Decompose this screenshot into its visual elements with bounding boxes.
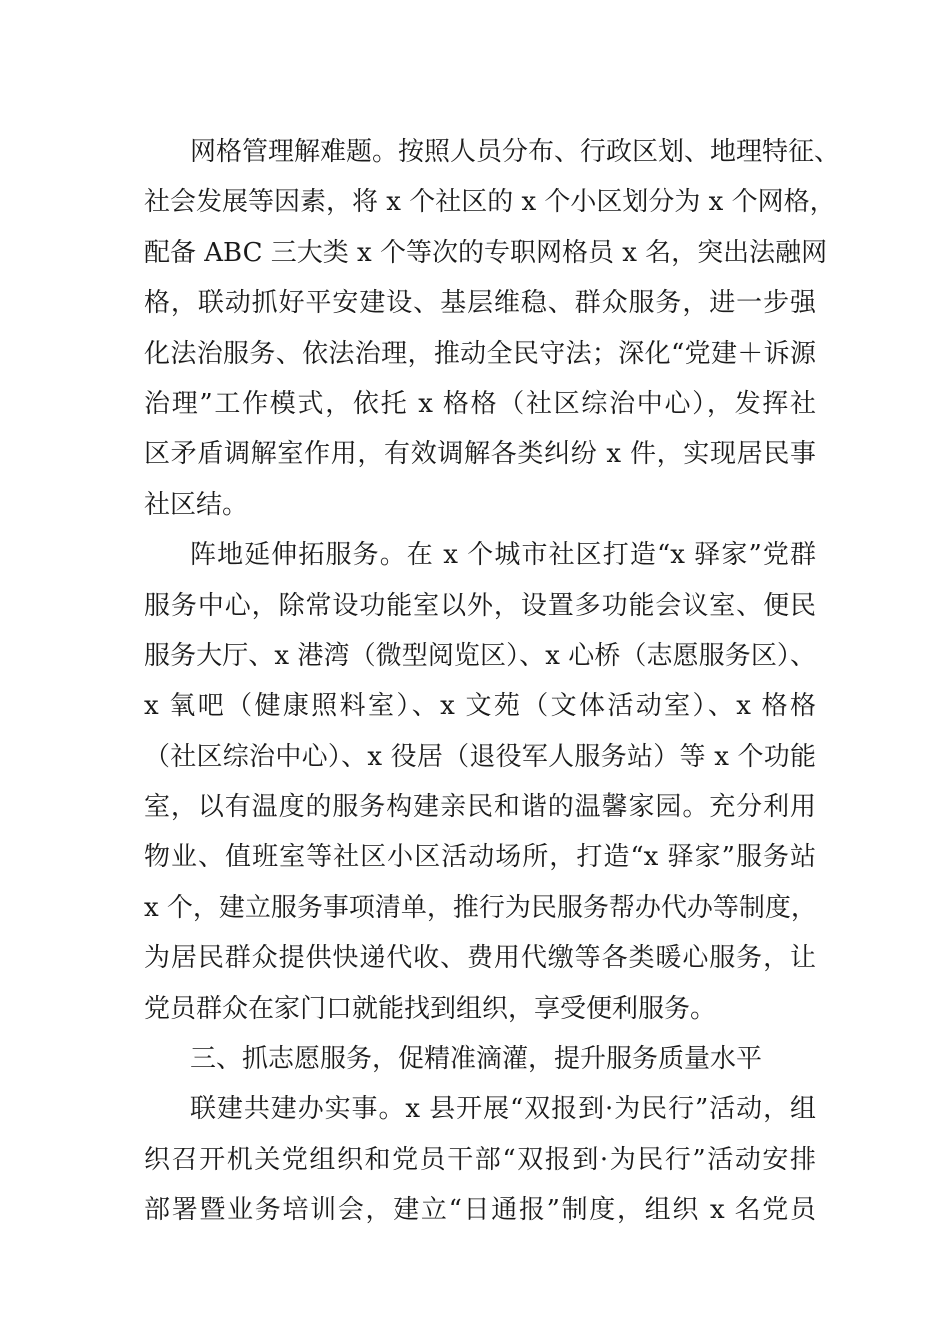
text-line: 为居民群众提供快递代收、费用代缴等各类暖心服务，让 xyxy=(144,943,816,974)
text-line: 服务中心，除常设功能室以外，设置多功能会议室、便民 xyxy=(144,590,816,621)
text-line: 室，以有温度的服务构建亲民和谐的温馨家园。充分利用 xyxy=(144,792,816,823)
text-line: 格，联动抓好平安建设、基层维稳、群众服务，进一步强 xyxy=(144,288,816,319)
document-body xyxy=(144,127,841,1236)
text-line: 阵地延伸拓服务。在 x 个城市社区打造“x 驿家”党群 xyxy=(190,540,816,571)
text-line: 配备 ABC 三大类 x 个等次的专职网格员 x 名，突出法融网 xyxy=(144,237,828,268)
text-line: 社会发展等因素，将 x 个社区的 x 个小区划分为 x 个网格， xyxy=(144,187,836,218)
text-line: 区矛盾调解室作用，有效调解各类纠纷 x 件，实现居民事 xyxy=(144,439,816,470)
paragraph-joint-building xyxy=(144,1084,816,1235)
paragraph-venue-extension xyxy=(144,530,816,1034)
text-line: 化法治服务、依法治理，推动全民守法；深化“党建＋诉源 xyxy=(144,338,816,369)
section-title: 三、抓志愿服务，促精准滴灌，提升服务质量水平 xyxy=(190,1044,763,1075)
text-line: 织召开机关党组织和党员干部“双报到·为民行”活动安排 xyxy=(144,1144,816,1175)
text-line: 联建共建办实事。x 县开展“双报到·为民行”活动，组 xyxy=(190,1094,816,1125)
text-line: x 个，建立服务事项清单，推行为民服务帮办代办等制度， xyxy=(144,892,817,923)
text-line: 服务大厅、x 港湾（微型阅览区）、x 心桥（志愿服务区）、 xyxy=(144,640,816,671)
text-line: 党员群众在家门口就能找到组织，享受便利服务。 xyxy=(144,993,717,1024)
text-line: 治理”工作模式，依托 x 格格（社区综治中心），发挥社 xyxy=(144,388,816,419)
paragraph-grid-management xyxy=(144,127,841,530)
section-heading xyxy=(144,1034,816,1084)
text-line: （社区综治中心）、x 役居（退役军人服务站）等 x 个功能 xyxy=(144,741,816,772)
text-line: x 氧吧（健康照料室）、x 文苑（文体活动室）、x 格格 xyxy=(144,691,816,722)
text-line: 物业、值班室等社区小区活动场所，打造“x 驿家”服务站 xyxy=(144,842,816,873)
text-line: 社区结。 xyxy=(144,489,249,520)
text-line: 部署暨业务培训会，建立“日通报”制度，组织 x 名党员 xyxy=(144,1195,816,1226)
text-line: 网格管理解难题。按照人员分布、行政区划、地理特征、 xyxy=(190,137,841,167)
